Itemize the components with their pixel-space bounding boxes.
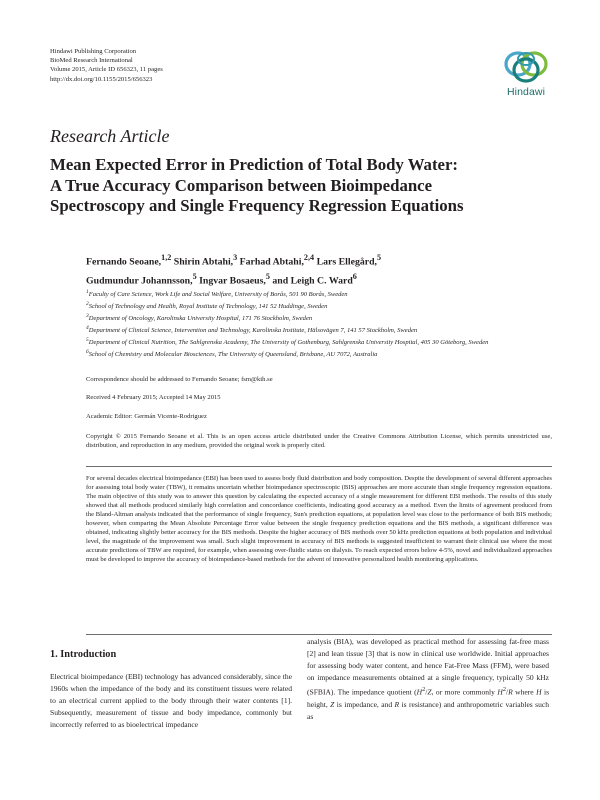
- affiliation-sup: 6: [86, 349, 89, 356]
- affiliation-sup: 4: [86, 325, 89, 332]
- journal-header: [50, 47, 163, 84]
- author-affil-sup: 1,2: [161, 253, 172, 262]
- intro-paragraph: Electrical bioimpedance (EBI) technology has advanced considerably, since the 1960s when the impedance of the body and its constituent tissues were related to an electrical current applied to the body through their water contents [1]. Subsequently, measurement of tissue and body impedance, commonly but incorrectly referred to as bioelectrical impedance: [50, 672, 292, 730]
- correspondence: Correspondence should be addressed to Fernando Seoane; fsm@kth.se: [86, 376, 273, 383]
- body-text: is height,: [307, 687, 550, 709]
- academic-editor: Academic Editor: Germán Vicente-Rodriguez: [86, 413, 207, 420]
- author-name: Ingvar Bosaeus,: [196, 275, 266, 287]
- author-line-1: [86, 251, 546, 270]
- article-title: [50, 155, 570, 217]
- title-line: Mean Expected Error in Prediction of Total Body Water:: [50, 155, 459, 174]
- author-affil-sup: 6: [352, 271, 357, 281]
- hindawi-logo: [497, 47, 555, 98]
- logo-wordmark: Hindawi: [506, 86, 546, 98]
- body-text: more commonly: [444, 687, 498, 697]
- author-name: and Leigh C. Ward: [269, 275, 353, 287]
- author-line-2: [86, 270, 546, 289]
- affiliation-item: [86, 288, 556, 300]
- affiliation-text: Department of Clinical Science, Intervention and Technology, Karolinska Institute, Hälsovägen 7, 141 57 Stockholm, Sweden: [88, 327, 418, 335]
- affiliation-text: School of Technology and Health, Royal Institute of Technology, 141 52 Huddinge, Sweden: [88, 303, 328, 311]
- publisher: Hindawi Publishing Corporation: [50, 48, 137, 55]
- journal-name: BioMed Research International: [50, 57, 133, 65]
- affiliation-text: Department of Clinical Nutrition, The Sahlgrenska Academy, The University of Gothenburg, Sahlgrenska University Hospital, 405 30 Göteborg, Sweden: [88, 339, 489, 347]
- affiliation-item: [86, 312, 556, 324]
- author-affil-sup: 2,4: [303, 253, 315, 262]
- author-name: Lars Ellegård,: [314, 256, 377, 268]
- affiliation-text: Department of Oncology, Karolinska University Hospital, 171 76 Stockholm, Sweden: [88, 315, 313, 323]
- intro-paragraph-continued: analysis (BIA), was developed as practical method for assessing fat-free mass [2] and lean tissue [3] that is now in clinical use worldwide. Initial approaches for assessing body water content, and hence Fat-Free Mass (FFM), were based on impedance measurements obtained at a single frequency, typically 50 kHz (SFBIA). The impedance quotient ($H^2/Z$, or more commonly $H^2/R$ where H is height, Z is impedance, and R is resistance) and anthropometric variables such as: [307, 637, 550, 722]
- affiliation-item: [86, 348, 556, 360]
- affiliation-list: [86, 288, 556, 360]
- body-column-left: [50, 671, 292, 731]
- affiliation-item: [86, 324, 556, 336]
- abstract-bottom-divider: [86, 634, 552, 635]
- author-affil-sup: 5: [377, 253, 382, 262]
- author-name: Shirin Abtahi,: [171, 256, 234, 268]
- affiliation-sup: 3: [86, 313, 89, 320]
- body-text: is resistance) and anthropometric variables such as: [307, 699, 549, 722]
- affiliation-item: [86, 300, 556, 312]
- body-text: where: [512, 687, 537, 697]
- author-list: [86, 251, 546, 289]
- affiliation-item: [86, 336, 532, 348]
- affiliation-sup: 2: [86, 301, 89, 308]
- title-line: A True Accuracy Comparison between Bioimpedance: [50, 175, 433, 195]
- affiliation-sup: 1: [86, 289, 89, 295]
- author-affil-sup: 5: [265, 271, 270, 281]
- author-name: Gudmundur Johannsson,: [86, 275, 193, 287]
- author-affil-sup: 3: [233, 253, 238, 262]
- abstract-top-divider: [86, 466, 552, 467]
- author-affil-sup: 5: [192, 271, 197, 281]
- affiliation-text: Faculty of Care Science, Work Life and Social Welfare, University of Borås, 501 90 Borås, Sweden: [88, 291, 348, 299]
- affiliation-sup: 5: [86, 337, 89, 344]
- doi-link[interactable]: http://dx.doi.org/10.1155/2015/656323: [50, 75, 153, 83]
- body-text: is impedance, and: [334, 699, 395, 709]
- section-heading-introduction: 1. Introduction: [50, 649, 117, 660]
- copyright-notice: Copyright © 2015 Fernando Seoane et al. This is an open access article distributed under the Creative Commons Attribution License, which permits unrestricted use, distribution, and reproduction in any medium, provided the original work is properly cited.: [86, 433, 552, 450]
- body-column-right: [307, 636, 549, 723]
- received-accepted-dates: Received 4 February 2015; Accepted 14 May 2015: [86, 394, 221, 401]
- author-name: Farhad Abtahi,: [237, 256, 304, 268]
- article-type: Research Article: [50, 126, 170, 146]
- abstract: For several decades electrical bioimpedance (EBI) has been used to assess body fluid distribution and body composition. Despite the development of several different approaches for assessing total body water (TBW), it remains uncertain whether bioimpedance spectroscopic (BIS) approaches are more accurate than single frequency regression equations. The main objective of this study was to answer this question by calculating the expected accuracy of a single measurement for different EBI methods. The results of this study showed that all methods produced similarly high correlation and concordance coefficients, indicating good accuracy as a method. Even the limits of agreement produced from the Bland-Altman analysis indicated that the performance of single frequency, Sun's prediction equations, at population level was close to the performance of both BIS methods; however, when comparing the Mean Absolute Percentage Error value between the single frequency prediction equations and the BIS methods, a significant difference was obtained, indicating slightly better accuracy for the BIS methods. Despite the higher accuracy of BIS methods over 50 kHz prediction equations at both population and individual level, the magnitude of the improvement was small. Such slight improvement in accuracy of BIS methods is suggested insufficient to warrant their clinical use where the most accurate predictions of TBW are required, for example, when assessing over-fluidic status on dialysis. To reach expected errors below 4-5%, novel and individualized approaches must be developed to improve the accuracy of bioimpedance-based methods for the advent of innovative personalized health monitoring applications.: [86, 475, 552, 564]
- volume-info: Volume 2015, Article ID 656323, 11 pages: [50, 66, 163, 74]
- hindawi-logo-icon: [501, 47, 551, 85]
- title-line: Spectroscopy and Single Frequency Regression Equations: [50, 196, 464, 216]
- author-name: Fernando Seoane,: [86, 256, 162, 268]
- affiliation-text: School of Chemistry and Molecular Biosciences, The University of Queensland, Brisbane, AU 7072, Australia: [88, 351, 378, 359]
- body-text: analysis (BIA), was developed as practical method for assessing fat-free mass [2] and lean tissue [3] that is now in clinical use worldwide. Initial approaches for assessing body water content, and hence Fat-Free Mass (FFM), were based on impedance measurements obtained at a single frequency, typically 50 kHz (SFBIA). The impedance quotient (: [307, 637, 549, 697]
